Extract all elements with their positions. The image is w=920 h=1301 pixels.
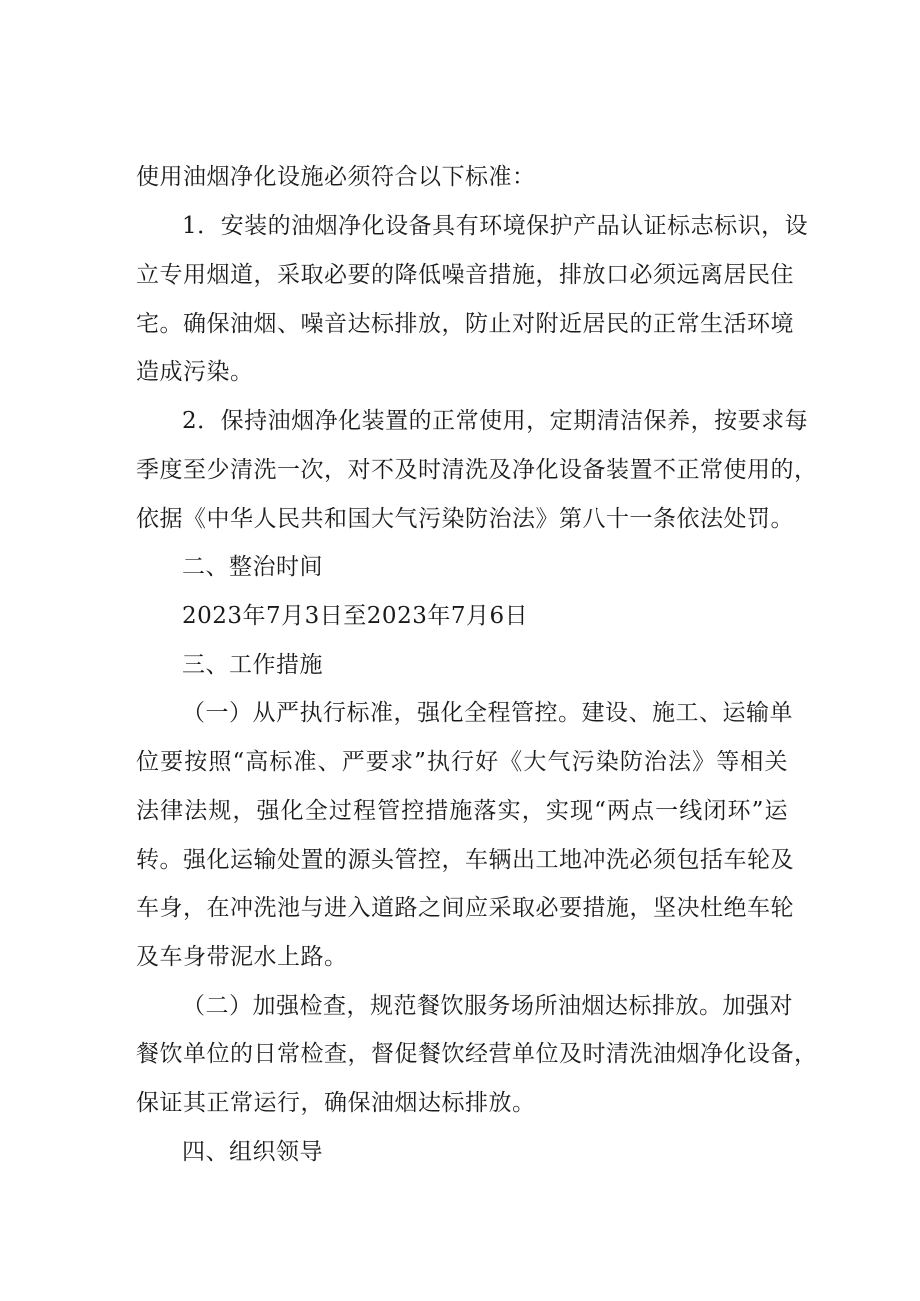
text-line: 法律法规，强化全过程管控措施落实，实现“两点一线闭环”运: [136, 798, 788, 824]
text-line: （二）加强检查，规范餐饮服务场所油烟达标排放。加强对: [182, 993, 793, 1019]
text-line: 使用油烟净化设施必须符合以下标准：: [136, 164, 536, 190]
text-line: 依据《中华人民共和国大气污染防治法》第八十一条依法处罚。: [136, 506, 794, 532]
text-line: 立专用烟道，采取必要的降低噪音措施，排放口必须远离居民住: [136, 262, 794, 288]
text-line: 转。强化运输处置的源头管控，车辆出工地冲洗必须包括车轮及: [136, 847, 794, 873]
text-line: 季度至少清洗一次，对不及时清洗及净化设备装置不正常使用的，: [136, 457, 818, 483]
text-line: 1．安装的油烟净化设备具有环境保护产品认证标志标识，设: [182, 213, 809, 239]
text-line: 餐饮单位的日常检查，督促餐饮经营单位及时清洗油烟净化设备，: [136, 1041, 818, 1067]
text-line: 位要按照“高标准、严要求”执行好《大气污染防治法》等相关: [136, 749, 788, 775]
section-heading: 二、整治时间: [182, 554, 323, 580]
section-heading: 四、组织领导: [182, 1139, 323, 1165]
section-heading: 三、工作措施: [182, 652, 323, 678]
text-line: （一）从严执行标准，强化全程管控。建设、施工、运输单: [182, 700, 793, 726]
text-line: 宅。确保油烟、噪音达标排放，防止对附近居民的正常生活环境: [136, 311, 794, 337]
text-line: 保证其正常运行，确保油烟达标排放。: [136, 1090, 536, 1116]
text-line: 车身，在冲洗池与进入道路之间应采取必要措施，坚决杜绝车轮: [136, 895, 794, 921]
text-line: 2．保持油烟净化装置的正常使用，定期清洁保养，按要求每: [182, 408, 809, 434]
text-line: 及车身带泥水上路。: [136, 944, 348, 970]
text-line: 造成污染。: [136, 359, 254, 385]
date-range: 2023年7月3日至2023年7月6日: [182, 603, 529, 629]
